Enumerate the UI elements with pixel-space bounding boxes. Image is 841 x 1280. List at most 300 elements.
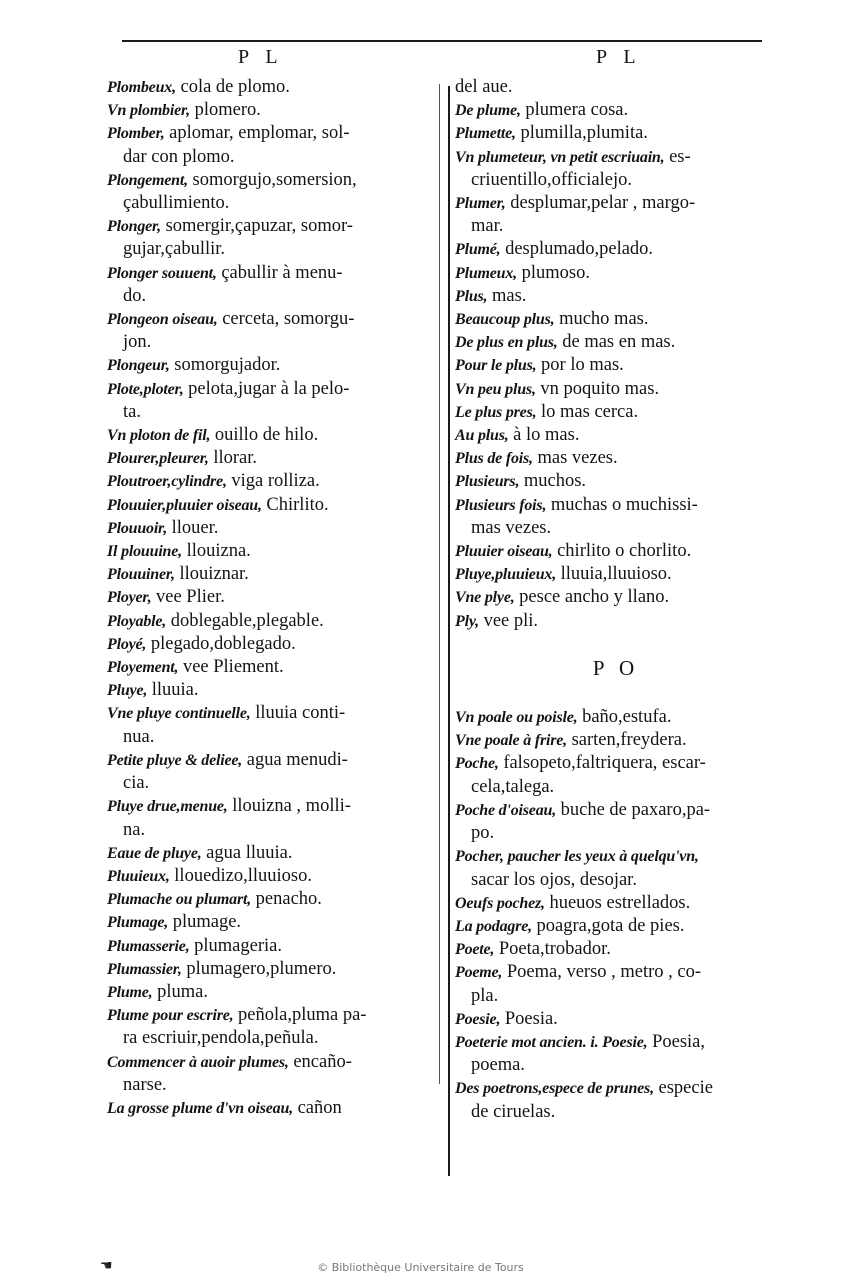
- translation: poagra,gota de pies.: [531, 915, 685, 936]
- dictionary-entry: [107, 911, 425, 934]
- entry-line: [455, 845, 777, 868]
- entry-line: [107, 702, 425, 725]
- dictionary-entry: [107, 517, 425, 540]
- translation: mar.: [471, 216, 504, 237]
- entry-line: [107, 888, 425, 911]
- translation: à lo mas.: [508, 425, 580, 446]
- entry-line: [455, 915, 777, 938]
- entry-continuation: [107, 772, 425, 795]
- entry-line: [107, 911, 425, 934]
- translation: sacar los ojos, desojar.: [471, 869, 637, 890]
- headword: Plombeux,: [107, 79, 176, 96]
- headword: Le plus pres,: [455, 403, 537, 421]
- dictionary-entry: [455, 262, 777, 285]
- translation: jon.: [123, 332, 152, 353]
- entry-line: [455, 146, 777, 169]
- headword: Plouuier,pluuier oiseau,: [107, 496, 262, 514]
- dictionary-entry: [107, 215, 425, 261]
- translation: llouizna.: [181, 541, 251, 562]
- headword: Plonger souuent,: [107, 264, 217, 282]
- dictionary-entry: [107, 842, 425, 865]
- translation: viga rolliza.: [226, 471, 320, 492]
- headword: Plouuoir,: [107, 519, 168, 537]
- headword: Poeterie mot ancien. i. Poesie,: [455, 1033, 648, 1051]
- dictionary-entry: [107, 958, 425, 981]
- entry-line: [107, 795, 425, 818]
- translation: vee Pliement.: [178, 657, 284, 678]
- dictionary-entry: [107, 122, 425, 168]
- dictionary-entry: [107, 795, 425, 841]
- entry-line: [107, 865, 425, 888]
- translation: encaño-: [288, 1051, 352, 1072]
- headword: Vne poale à frire,: [455, 732, 567, 750]
- right-column-entries-pl: [455, 76, 777, 633]
- headword: De plus en plus,: [455, 334, 558, 352]
- translation: mucho mas.: [554, 309, 649, 330]
- dictionary-entry: [107, 633, 425, 656]
- translation: agua lluuia.: [201, 842, 293, 863]
- dictionary-entry: [107, 1004, 425, 1050]
- headword: Pluye,: [107, 682, 148, 700]
- translation: lluuia.: [147, 680, 199, 701]
- entry-line: [107, 354, 425, 377]
- dictionary-entry: [107, 1097, 425, 1120]
- translation: vee Plier.: [151, 587, 225, 608]
- headword: Plumer,: [455, 195, 506, 213]
- translation: pluma.: [152, 981, 208, 1002]
- dictionary-entry: [455, 563, 777, 586]
- translation: especie: [653, 1078, 713, 1099]
- headword: Vn poale ou poisle,: [455, 709, 578, 727]
- entry-line: [455, 424, 777, 447]
- translation: lluuia conti-: [250, 703, 346, 724]
- dictionary-entry: [455, 540, 777, 563]
- translation: muchos.: [519, 471, 587, 492]
- translation: llouizna , molli-: [227, 796, 351, 817]
- translation: somergir,çapuzar, somor-: [160, 216, 353, 237]
- headword: Ployé,: [107, 635, 147, 653]
- translation: pelota,jugar à la pelo-: [183, 378, 350, 399]
- dictionary-entry: [455, 1031, 777, 1077]
- entry-line: [455, 892, 777, 915]
- translation: lo mas cerca.: [536, 401, 639, 422]
- translation: do.: [123, 285, 147, 306]
- headword: Plumage,: [107, 914, 169, 932]
- entry-continuation: [107, 726, 425, 749]
- entry-continuation: [107, 192, 425, 215]
- entry-line: [455, 262, 777, 285]
- translation: agua menudi-: [242, 749, 348, 770]
- translation: muchas o muchissi-: [546, 494, 698, 515]
- translation: de mas en mas.: [557, 332, 676, 353]
- entry-continuation: [107, 401, 425, 424]
- translation: plumera cosa.: [520, 100, 629, 121]
- dictionary-entry: [455, 892, 777, 915]
- translation: mas.: [487, 285, 527, 306]
- entry-continuation: [107, 819, 425, 842]
- entry-line: [107, 99, 425, 122]
- translation: desplumado,pelado.: [500, 239, 654, 260]
- translation: plegado,doblegado.: [146, 633, 296, 654]
- translation: pesce ancho y llano.: [514, 587, 670, 608]
- dictionary-entry: [455, 331, 777, 354]
- headword: Poche d'oiseau,: [455, 801, 556, 819]
- translation: por lo mas.: [536, 355, 624, 376]
- entry-continuation: [107, 146, 425, 169]
- headword: Pluye,pluuieux,: [455, 566, 557, 584]
- dictionary-entry: [107, 494, 425, 517]
- headword: Plus de fois,: [455, 450, 533, 468]
- translation: somorgujo,somersion,: [187, 169, 357, 190]
- left-column: [107, 76, 425, 1120]
- dictionary-entry: [107, 865, 425, 888]
- entry-line: [107, 169, 425, 192]
- entry-line: [107, 122, 425, 145]
- right-column-entries-po: [455, 706, 777, 1124]
- headword: Beaucoup plus,: [455, 311, 555, 329]
- dictionary-entry: [455, 146, 777, 192]
- translation: llorar.: [208, 448, 258, 469]
- entry-line: [107, 981, 425, 1004]
- entry-continuation: [455, 517, 777, 540]
- dictionary-entry: [455, 192, 777, 238]
- headword: Poeme,: [455, 964, 503, 982]
- translation: plumagero,plumero.: [181, 958, 337, 979]
- entry-continuation: [455, 1101, 777, 1124]
- dictionary-entry: [455, 729, 777, 752]
- running-header-right: P L: [596, 46, 642, 68]
- entry-line: [107, 517, 425, 540]
- dictionary-entry: [455, 1008, 777, 1031]
- entry-continuation: [455, 169, 777, 192]
- dictionary-entry: [107, 679, 425, 702]
- entry-continuation: [107, 1027, 425, 1050]
- entry-line: [455, 192, 777, 215]
- translation: mas vezes.: [471, 517, 552, 538]
- translation: hueuos estrellados.: [544, 892, 691, 913]
- entry-line: [455, 378, 777, 401]
- entry-line: [455, 610, 777, 633]
- headword: La grosse plume d'vn oiseau,: [107, 1099, 293, 1117]
- headword: Vn peu plus,: [455, 380, 536, 398]
- headword: Ployer,: [107, 589, 152, 607]
- dictionary-entry: [455, 447, 777, 470]
- entry-continuation: [107, 1074, 425, 1097]
- entry-line: [455, 470, 777, 493]
- entry-continuation: [455, 1054, 777, 1077]
- translation: falsopeto,faltriquera, escar-: [498, 753, 706, 774]
- dictionary-entry: [107, 540, 425, 563]
- dictionary-entry: [455, 424, 777, 447]
- translation: Poeta,trobador.: [494, 939, 611, 960]
- dictionary-entry: [107, 378, 425, 424]
- headword: Plomber,: [107, 125, 165, 143]
- translation: ta.: [123, 401, 141, 422]
- translation: llouedizo,lluuioso.: [169, 865, 313, 886]
- headword: Il plouuine,: [107, 543, 182, 561]
- dictionary-entry: [455, 308, 777, 331]
- dictionary-entry: [455, 494, 777, 540]
- column-rule: [448, 86, 450, 1176]
- copyright-footer: © Bibliothèque Universitaire de Tours: [317, 1261, 524, 1274]
- headword: Plongement,: [107, 171, 188, 189]
- dictionary-entry: [107, 447, 425, 470]
- translation: es-: [664, 146, 691, 167]
- entry-line: [107, 1097, 425, 1120]
- translation: plumageria.: [189, 935, 282, 956]
- headword: Plume pour escrire,: [107, 1007, 234, 1025]
- headword: Poche,: [455, 755, 499, 773]
- headword: La podagre,: [455, 917, 532, 935]
- entry-line: [107, 540, 425, 563]
- translation: nua.: [123, 726, 155, 747]
- translation: chirlito o chorlito.: [552, 541, 692, 562]
- translation: cia.: [123, 773, 150, 794]
- entry-line: [455, 308, 777, 331]
- entry-line: [455, 752, 777, 775]
- headword: Pluuier oiseau,: [455, 543, 553, 561]
- translation: cerceta, somorgu-: [217, 309, 355, 330]
- dictionary-entry: [107, 99, 425, 122]
- entry-line: [107, 494, 425, 517]
- dictionary-entry: [107, 563, 425, 586]
- translation: Poema, verso , metro , co-: [502, 962, 702, 983]
- translation: buche de paxaro,pa-: [556, 799, 711, 820]
- translation: cela,talega.: [471, 776, 555, 797]
- dictionary-entry: [107, 76, 425, 99]
- entry-line: [107, 308, 425, 331]
- dictionary-entry: [107, 1051, 425, 1097]
- entry-line: [107, 424, 425, 447]
- dictionary-entry: [455, 915, 777, 938]
- entry-line: [455, 99, 777, 122]
- headword: Ployable,: [107, 612, 167, 630]
- entry-line: [107, 958, 425, 981]
- headword: Plusieurs fois,: [455, 496, 547, 514]
- dictionary-entry: [107, 610, 425, 633]
- headword: Des poetrons,espece de prunes,: [455, 1080, 654, 1098]
- translation: gujar,çabullir.: [123, 239, 226, 260]
- dictionary-entry: [107, 888, 425, 911]
- headword: Poete,: [455, 941, 495, 959]
- entry-line: [455, 961, 777, 984]
- dictionary-entry: [107, 262, 425, 308]
- entry-line: [107, 749, 425, 772]
- entry-line: [455, 1077, 777, 1100]
- top-rule: [122, 40, 762, 42]
- entry-line: [107, 633, 425, 656]
- translation: vn poquito mas.: [535, 378, 660, 399]
- entry-line: [455, 354, 777, 377]
- dictionary-entry: [107, 308, 425, 354]
- headword: Poesie,: [455, 1010, 501, 1028]
- translation: somorgujador.: [169, 355, 281, 376]
- dictionary-entry: [455, 610, 777, 633]
- translation: sarten,freydera.: [566, 730, 687, 751]
- dictionary-entry: [107, 586, 425, 609]
- entry-line: [455, 401, 777, 424]
- translation: llouiznar.: [174, 564, 249, 585]
- dictionary-entry: [455, 1077, 777, 1123]
- dictionary-entry: [107, 354, 425, 377]
- dictionary-entry: [455, 706, 777, 729]
- translation: pla.: [471, 985, 499, 1006]
- headword: Pluye drue,menue,: [107, 798, 228, 816]
- headword: Vne pluye continuelle,: [107, 705, 251, 723]
- entry-line: [455, 706, 777, 729]
- dictionary-entry: [107, 981, 425, 1004]
- headword: Plume,: [107, 983, 153, 1001]
- translation: ra escriuir,pendola,peñula.: [123, 1028, 319, 1049]
- entry-line: [455, 799, 777, 822]
- translation: baño,estufa.: [577, 707, 672, 728]
- translation: de ciruelas.: [471, 1101, 556, 1122]
- entry-line: [107, 610, 425, 633]
- translation: mas vezes.: [532, 448, 618, 469]
- dictionary-entry: [455, 752, 777, 798]
- dictionary-entry: [455, 378, 777, 401]
- headword: Ployement,: [107, 659, 179, 677]
- translation: çabullimiento.: [123, 193, 230, 214]
- translation: plumage.: [168, 912, 242, 933]
- entry-line: [455, 238, 777, 261]
- headword: Eaue de pluye,: [107, 844, 202, 862]
- entry-line: [455, 494, 777, 517]
- translation: çabullir à menu-: [216, 262, 343, 283]
- translation: aplomar, emplomar, sol-: [164, 123, 350, 144]
- column-rule-thin: [439, 84, 440, 1084]
- entry-line: [455, 540, 777, 563]
- entry-continuation: [455, 822, 777, 845]
- dictionary-entry: [107, 702, 425, 748]
- headword: Plusieurs,: [455, 473, 520, 491]
- dictionary-entry: [455, 238, 777, 261]
- entry-line: [107, 679, 425, 702]
- running-header-left: P L: [238, 46, 284, 68]
- headword: Plongeon oiseau,: [107, 311, 218, 329]
- headword: Pocher, paucher les yeux à quelqu'vn,: [455, 848, 699, 866]
- entry-line: [107, 447, 425, 470]
- translation: doblegable,plegable.: [166, 610, 324, 631]
- headword: Vn plombier,: [107, 102, 190, 120]
- headword: Plumé,: [455, 241, 501, 259]
- dictionary-entry: [455, 845, 777, 891]
- entry-line: [455, 122, 777, 145]
- translation: plumilla,plumita.: [515, 123, 648, 144]
- headword: Ploutroer,cylindre,: [107, 473, 227, 491]
- headword: Plumette,: [455, 125, 516, 143]
- dictionary-entry: [107, 749, 425, 795]
- dictionary-entry: [455, 76, 777, 99]
- headword: De plume,: [455, 102, 521, 120]
- dictionary-entry: [455, 961, 777, 1007]
- entry-line: [107, 563, 425, 586]
- headword: Plonger,: [107, 218, 161, 236]
- entry-continuation: [107, 238, 425, 261]
- entry-line: [107, 842, 425, 865]
- headword: Plumeux,: [455, 264, 517, 282]
- corner-mark-icon: ☚: [100, 1258, 113, 1274]
- entry-line: [107, 76, 425, 99]
- entry-line: [107, 656, 425, 679]
- right-column: [455, 76, 777, 1124]
- headword: Plumache ou plumart,: [107, 891, 252, 909]
- translation: po.: [471, 823, 495, 844]
- entry-line: [455, 331, 777, 354]
- entry-line: [107, 215, 425, 238]
- headword: Plourer,pleurer,: [107, 450, 209, 468]
- headword: Plus,: [455, 287, 488, 305]
- dictionary-entry: [107, 169, 425, 215]
- dictionary-entry: [455, 938, 777, 961]
- headword: Vn plumeteur, vn petit escriuain,: [455, 148, 665, 166]
- dictionary-entry: [455, 354, 777, 377]
- translation: desplumar,pelar , margo-: [505, 193, 696, 214]
- entry-continuation: [455, 776, 777, 799]
- headword: Plouuiner,: [107, 566, 175, 584]
- dictionary-entry: [455, 122, 777, 145]
- translation: vee pli.: [478, 610, 539, 631]
- translation: cañon: [292, 1097, 342, 1118]
- translation: Chirlito.: [261, 494, 329, 515]
- entry-line: [455, 447, 777, 470]
- entry-line: [455, 729, 777, 752]
- dictionary-entry: [455, 401, 777, 424]
- translation: cola de plomo.: [175, 77, 290, 97]
- translation: Poesia,: [647, 1031, 705, 1052]
- translation: peñola,pluma pa-: [233, 1005, 367, 1026]
- headword: Petite pluye & deliee,: [107, 751, 243, 769]
- entry-line: [107, 586, 425, 609]
- headword: Commencer à auoir plumes,: [107, 1053, 289, 1071]
- translation: llouer.: [167, 517, 219, 538]
- headword: Plote,ploter,: [107, 380, 184, 398]
- entry-line: [455, 586, 777, 609]
- headword: Au plus,: [455, 427, 509, 445]
- dictionary-entry: [107, 424, 425, 447]
- entry-line: [455, 285, 777, 308]
- entry-line: [107, 935, 425, 958]
- entry-line: [455, 563, 777, 586]
- headword: Pluuieux,: [107, 867, 170, 885]
- entry-line: [107, 262, 425, 285]
- dictionary-entry: [107, 656, 425, 679]
- dictionary-entry: [455, 586, 777, 609]
- translation: criuentillo,officialejo.: [471, 169, 632, 190]
- entry-continuation: [455, 869, 777, 892]
- translation: Poesia.: [500, 1008, 558, 1029]
- dictionary-entry: [455, 285, 777, 308]
- headword: Pour le plus,: [455, 357, 537, 375]
- entry-line: [455, 938, 777, 961]
- translation: penacho.: [251, 889, 322, 910]
- dictionary-entry: [455, 799, 777, 845]
- translation: poema.: [471, 1055, 525, 1076]
- headword: Ply,: [455, 612, 479, 630]
- headword: Plongeur,: [107, 357, 170, 375]
- entry-line: [455, 1008, 777, 1031]
- dictionary-entry: [455, 99, 777, 122]
- dictionary-entry: [107, 935, 425, 958]
- entry-continuation: [455, 985, 777, 1008]
- entry-line: [455, 1031, 777, 1054]
- entry-line: [107, 1004, 425, 1027]
- entry-continuation: [107, 331, 425, 354]
- translation: ouillo de hilo.: [210, 425, 319, 446]
- entry-continuation: [107, 285, 425, 308]
- translation: narse.: [123, 1074, 167, 1095]
- entry-continuation: [455, 215, 777, 238]
